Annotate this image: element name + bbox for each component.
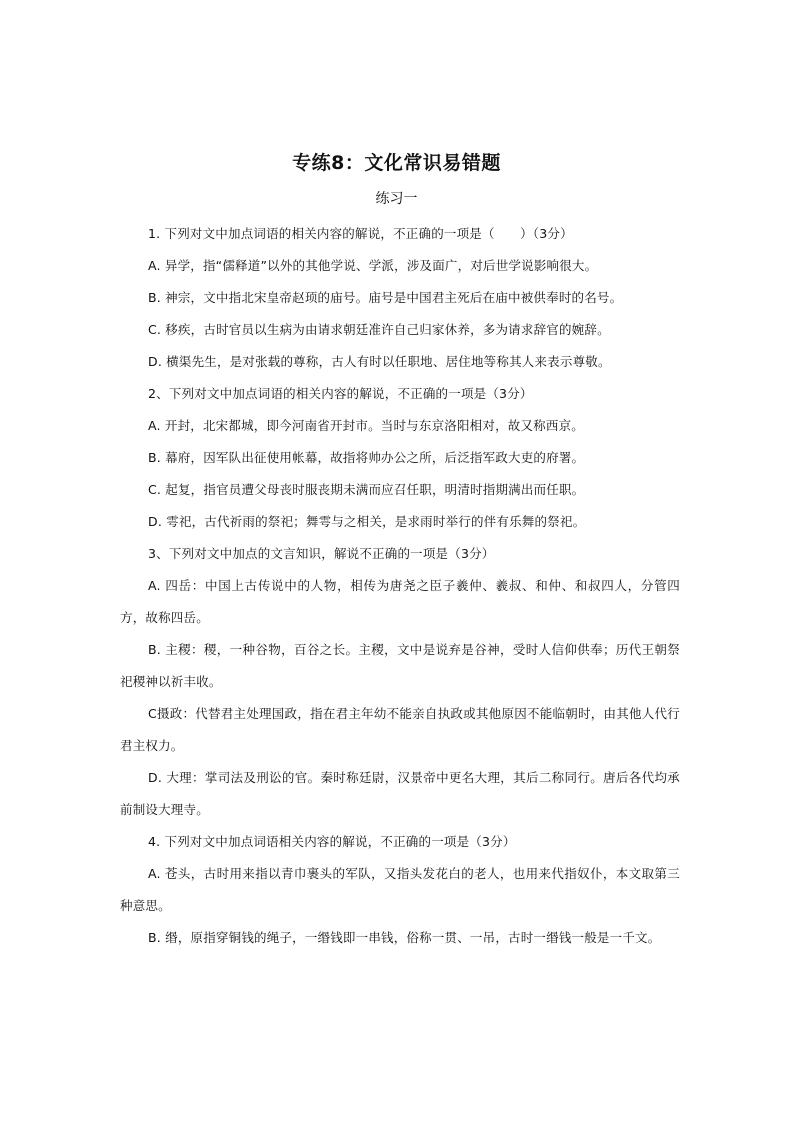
section-subtitle: 练习一 [375, 191, 418, 207]
question-3-option-c: C摄政：代替君主处理国政，指在君主年幼不能亲自执政或其他原因不能临朝时，由其他人代行君主权力。 [120, 706, 680, 753]
question-2-option-b: B. 幕府，因军队出征使用帐幕，故指将帅办公之所，后泛指军政大吏的府署。 [148, 450, 585, 465]
question-1-stem: 1. 下列对文中加点词语的相关内容的解说，不正确的一项是（ ）（3分） [148, 226, 573, 241]
question-3-option-b: B. 主稷：稷，一种谷物，百谷之长。主稷，文中是说弃是谷神，受时人信仰供奉；历代王朝祭祀稷神以祈丰收。 [120, 642, 680, 689]
question-1-option-a: A. 异学，指“儒释道”以外的其他学说、学派，涉及面广，对后世学说影响很大。 [148, 258, 598, 273]
question-2-option-c: C. 起复，指官员遭父母丧时服丧期未满而应召任职，明清时指期满出而任职。 [148, 482, 585, 497]
question-2-stem: 2、下列对文中加点词语的相关内容的解说，不正确的一项是（3分） [148, 386, 533, 401]
question-1-option-d: D. 横渠先生，是对张载的尊称，古人有时以任职地、居住地等称其人来表示尊敬。 [148, 354, 611, 369]
question-1-option-b: B. 神宗，文中指北宋皇帝赵顼的庙号。庙号是中国君主死后在庙中被供奉时的名号。 [148, 290, 623, 305]
question-3-stem: 3、下列对文中加点的文言知识，解说不正确的一项是（3分） [148, 546, 495, 561]
document-body [120, 218, 680, 954]
page-title: 专练8：文化常识易错题 [292, 152, 501, 174]
question-3-option-a: A. 四岳：中国上古传说中的人物，相传为唐尧之臣子羲仲、羲叔、和仲、和叔四人，分管四方，故称四岳。 [120, 578, 680, 625]
question-2-option-a: A. 开封，北宋都城，即今河南省开封市。当时与东京洛阳相对，故又称西京。 [148, 418, 584, 433]
question-3-option-d: D. 大理：掌司法及刑讼的官。秦时称廷尉，汉景帝中更名大理，其后二称同行。唐后各代均承前制设大理寺。 [120, 770, 680, 817]
question-1-option-c: C. 移疾，古时官员以生病为由请求朝廷准许自己归家休养，多为请求辞官的婉辞。 [148, 322, 610, 337]
question-2-option-d: D. 雩祀，古代祈雨的祭祀；舞雩与之相关，是求雨时举行的伴有乐舞的祭祀。 [148, 514, 586, 529]
question-4-stem: 4. 下列对文中加点词语相关内容的解说，不正确的一项是（3分） [148, 834, 516, 849]
question-4-option-b: B. 缗，原指穿铜钱的绳子，一缗钱即一串钱，俗称一贯、一吊，古时一缗钱一般是一千文。 [148, 930, 661, 945]
question-4-option-a: A. 苍头，古时用来指以青巾裹头的军队，又指头发花白的老人，也用来代指奴仆，本文取第三种意思。 [120, 866, 680, 913]
